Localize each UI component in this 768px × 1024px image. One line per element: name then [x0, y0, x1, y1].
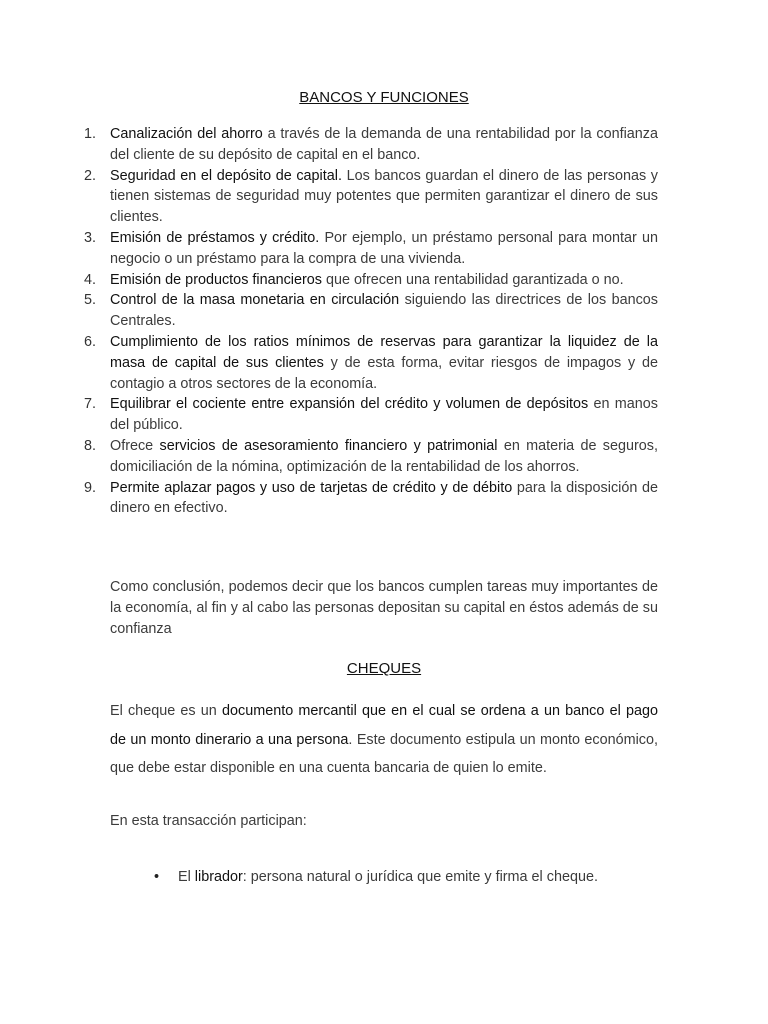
item-text: en manos del público.: [110, 396, 658, 434]
list-item: [78, 436, 658, 478]
functions-list: [78, 124, 658, 519]
bullet-icon: •: [154, 869, 160, 885]
item-highlight: servicios de asesoramiento financiero y patrimonial: [159, 437, 498, 454]
participants-intro: En esta transacción participan:: [110, 813, 307, 829]
section-title-bancos: BANCOS Y FUNCIONES: [299, 89, 469, 106]
section-title-cheques: CHEQUES: [346, 660, 422, 677]
item-number: 2.: [84, 167, 97, 184]
list-item: [78, 270, 658, 291]
list-item: [78, 290, 658, 332]
item-number: 1.: [84, 126, 97, 142]
item-text: Por ejemplo, un préstamo personal para montar un negocio o un préstamo para la compra de una vivienda.: [110, 229, 658, 267]
item-prefix: Ofrece: [110, 437, 160, 454]
list-item: [78, 166, 658, 228]
item-highlight: Emisión de préstamos y crédito.: [110, 229, 320, 246]
item-text: en materia de seguros, domiciliación de la nómina, optimización de la rentabilidad de los ahorros.: [110, 437, 658, 475]
item-text: que ofrecen una rentabilidad garantizada o no.: [321, 271, 624, 288]
item-text: para la disposición de dinero en efectivo.: [110, 479, 658, 517]
item-highlight: Emisión de productos financieros: [110, 271, 322, 288]
definition-prefix: El cheque es un: [110, 703, 222, 719]
definition-text: . Este documento estipula un monto económico, que debe estar disponible en una cuenta bancaria de quien lo emite.: [110, 731, 658, 776]
item-text: Los bancos guardan el dinero de las personas y tienen sistemas de seguridad muy potentes que permiten garantizar el dinero de sus clientes.: [110, 167, 658, 226]
item-number: 7.: [84, 396, 97, 413]
item-number: 3.: [84, 229, 97, 246]
item-highlight: Equilibrar el cociente entre expansión del crédito y volumen de depósitos: [110, 396, 589, 413]
item-highlight: Canalización del ahorro: [110, 126, 263, 142]
participants-list: [148, 866, 668, 888]
item-text: : persona natural o jurídica que emite y firma el cheque.: [242, 869, 598, 885]
item-text: siguiendo las directrices de los bancos Centrales.: [110, 292, 659, 330]
item-prefix: El: [178, 869, 195, 885]
item-highlight: Permite aplazar pagos y uso de tarjetas de crédito y de débito: [110, 479, 513, 496]
item-number: 6.: [84, 333, 97, 350]
list-item: [78, 228, 658, 270]
list-item: [78, 124, 658, 166]
list-item: [78, 332, 658, 394]
item-text: a través de la demanda de una rentabilidad por la confianza del cliente de su depósito de capital en el banco.: [110, 126, 658, 163]
list-item: [78, 478, 658, 520]
definition-highlight: documento mercantil que en el cual se ordena a un banco el pago de un monto dinerario a una persona: [110, 703, 658, 748]
item-highlight: Seguridad en el depósito de capital.: [110, 167, 342, 184]
item-highlight: librador: [194, 869, 243, 885]
list-item: [78, 394, 658, 436]
item-highlight: Control de la masa monetaria en circulación: [110, 292, 400, 309]
cheque-definition: [110, 697, 658, 783]
item-highlight: Cumplimiento de los ratios mínimos de reservas para garantizar la liquidez de la masa de capital de sus clientes: [110, 333, 658, 371]
item-number: 5.: [84, 292, 97, 309]
list-item: [148, 866, 668, 888]
item-number: 4.: [84, 271, 97, 288]
conclusion-paragraph: Como conclusión, podemos decir que los bancos cumplen tareas muy importantes de la economía, al fin y al cabo las personas depositan su capital en éstos además de su confianza: [110, 579, 658, 637]
item-number: 8.: [84, 437, 97, 454]
item-text: y de esta forma, evitar riesgos de impagos y de contagio a otros sectores de la economía.: [110, 354, 658, 392]
item-number: 9.: [84, 479, 97, 496]
